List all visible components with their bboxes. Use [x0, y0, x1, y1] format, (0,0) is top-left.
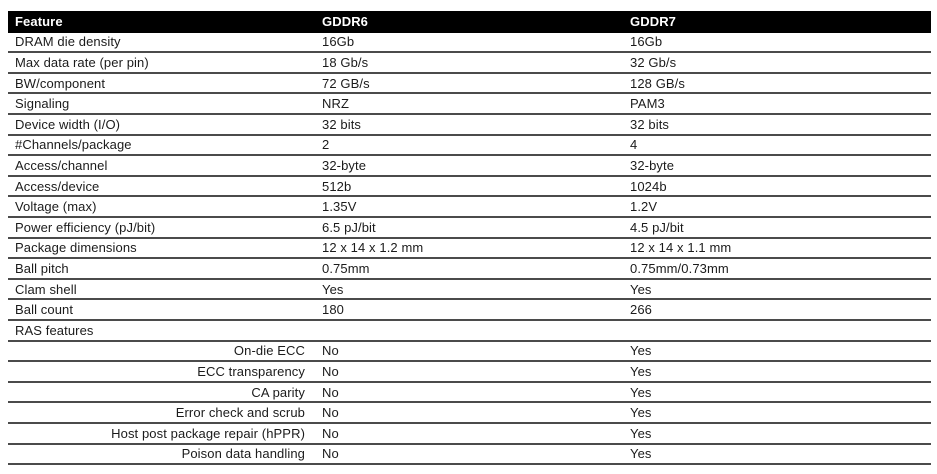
feature-cell: Signaling [15, 96, 70, 112]
feature-cell: #Channels/package [15, 137, 132, 153]
feature-cell: On-die ECC [233, 343, 305, 359]
table-row [8, 280, 931, 301]
gddr6-value-cell: 16Gb [322, 34, 355, 50]
gddr6-value-cell: No [322, 343, 339, 359]
gddr7-value-cell: 128 GB/s [630, 75, 685, 91]
gddr7-value-cell: Yes [630, 446, 652, 462]
gddr7-value-cell: 32-byte [630, 157, 675, 173]
feature-cell: Access/device [15, 178, 100, 194]
table-row [8, 74, 931, 95]
column-header-gddr7: GDDR7 [630, 14, 677, 30]
feature-cell: BW/component [15, 75, 106, 91]
gddr6-value-cell: 180 [322, 302, 344, 318]
table-row [8, 33, 931, 54]
gddr6-value-cell: No [322, 425, 339, 441]
gddr7-value-cell: Yes [630, 343, 652, 359]
table-header-row [8, 11, 931, 33]
gddr7-value-cell: 266 [630, 302, 652, 318]
feature-cell: RAS features [15, 322, 94, 338]
gddr6-value-cell: No [322, 446, 339, 462]
table-row [8, 156, 931, 177]
gddr6-value-cell: 12 x 14 x 1.2 mm [322, 240, 424, 256]
gddr7-value-cell: Yes [630, 281, 652, 297]
gddr7-value-cell: 16Gb [630, 34, 663, 50]
feature-cell: Clam shell [15, 281, 77, 297]
gddr6-value-cell: No [322, 384, 339, 400]
table-row [8, 445, 931, 466]
gddr7-value-cell: Yes [630, 425, 652, 441]
gddr6-value-cell: 18 Gb/s [322, 54, 369, 70]
gddr7-value-cell: 32 Gb/s [630, 54, 677, 70]
feature-cell: Host post package repair (hPPR) [111, 425, 305, 441]
gddr6-value-cell: 32-byte [322, 157, 367, 173]
table-row [8, 218, 931, 239]
feature-cell: Voltage (max) [15, 199, 97, 215]
gddr7-value-cell: 1.2V [630, 199, 658, 215]
feature-cell: Device width (I/O) [15, 116, 121, 132]
gddr7-value-cell: 4.5 pJ/bit [630, 219, 684, 235]
table-row [8, 383, 931, 404]
gddr7-value-cell: 0.75mm/0.73mm [630, 261, 729, 276]
table-row [8, 362, 931, 383]
gddr6-value-cell: No [322, 405, 339, 421]
gddr6-value-cell: 6.5 pJ/bit [322, 219, 376, 235]
table-row [8, 424, 931, 445]
gddr7-value-cell: Yes [630, 405, 652, 421]
gddr7-value-cell: 4 [630, 137, 638, 153]
feature-cell: Poison data handling [181, 446, 305, 462]
table-row [8, 197, 931, 218]
table-row [8, 300, 931, 321]
feature-cell: CA parity [251, 384, 305, 400]
column-header-feature: Feature [15, 14, 63, 30]
table-row [8, 239, 931, 260]
gddr6-value-cell: 2 [322, 137, 330, 153]
section-header-row [8, 321, 931, 342]
gddr7-value-cell: 1024b [630, 178, 667, 194]
gddr6-value-cell: 72 GB/s [322, 75, 370, 91]
table-row [8, 403, 931, 424]
gddr-comparison-table [8, 11, 931, 465]
feature-cell: Error check and scrub [175, 405, 305, 421]
gddr7-value-cell: 32 bits [630, 116, 670, 132]
table-row [8, 94, 931, 115]
gddr6-value-cell: No [322, 364, 339, 380]
table-row [8, 259, 931, 280]
table-body [8, 33, 931, 466]
feature-cell: Access/channel [15, 157, 108, 173]
table-row [8, 136, 931, 157]
feature-cell: Package dimensions [15, 240, 137, 256]
feature-cell: Ball pitch [15, 261, 69, 276]
gddr6-value-cell: 32 bits [322, 116, 362, 132]
gddr6-value-cell: NRZ [322, 96, 350, 112]
table-row [8, 115, 931, 136]
feature-cell: ECC transparency [197, 364, 305, 380]
gddr6-value-cell: 0.75mm [322, 261, 370, 276]
gddr7-value-cell: PAM3 [630, 96, 665, 112]
feature-cell: Ball count [15, 302, 74, 318]
feature-cell: Power efficiency (pJ/bit) [15, 219, 156, 235]
table-row [8, 53, 931, 74]
gddr7-value-cell: 12 x 14 x 1.1 mm [630, 240, 732, 256]
gddr6-value-cell: 512b [322, 178, 352, 194]
gddr7-value-cell: Yes [630, 384, 652, 400]
table-row [8, 342, 931, 363]
gddr6-value-cell: Yes [322, 281, 344, 297]
table-row [8, 177, 931, 198]
feature-cell: DRAM die density [15, 34, 121, 50]
column-header-gddr6: GDDR6 [322, 14, 369, 30]
gddr7-value-cell: Yes [630, 364, 652, 380]
feature-cell: Max data rate (per pin) [15, 54, 149, 70]
gddr6-value-cell: 1.35V [322, 199, 357, 215]
